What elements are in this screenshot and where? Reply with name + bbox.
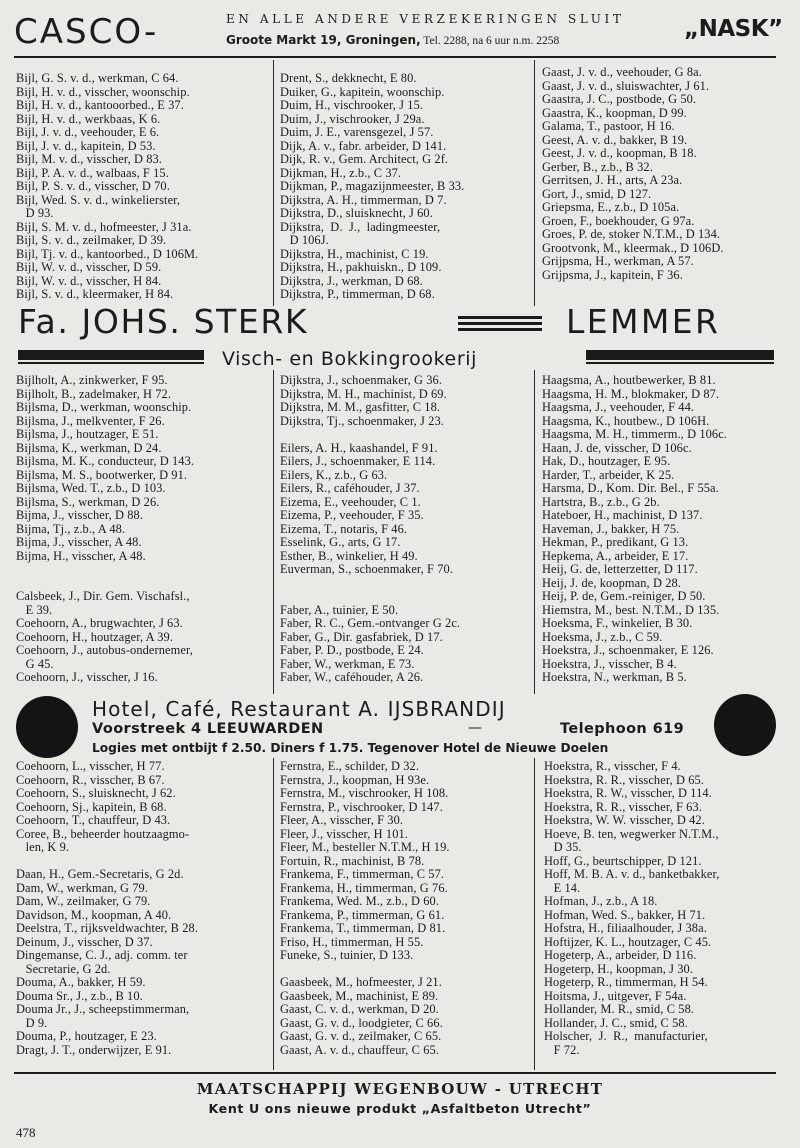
listing-entry: Hollander, J. C., smid, C 58. (544, 1016, 688, 1030)
listing-entry: Grootvonk, M., kleermak., D 106D. (542, 241, 724, 255)
listing-entry: Bijma, J., visscher, D 88. (16, 509, 144, 522)
listing-entry: Haagsma, J., veehouder, F 44. (542, 401, 695, 414)
listing-entry: Gerritsen, J. H., arts, A 23a. (542, 174, 683, 187)
listing-entry: Douma Sr., J., z.b., B 10. (16, 989, 143, 1003)
listing-entry: Geest, J. v. d., koopman, B 18. (542, 147, 697, 160)
listing-entry: Grijpsma, H., werkman, A 57. (542, 255, 694, 268)
listing-entry: Harder, T., arbeider, K 25. (542, 468, 675, 482)
page-number: 478 (16, 1125, 36, 1140)
listing-entry: Bijl, G. S. v. d., werkman, C 64. (16, 72, 179, 85)
listing-entry: Coehoorn, L., visscher, H 77. (16, 760, 165, 773)
telephone-text: Tel. 2288, na 6 uur n.m. 2258 (420, 35, 560, 47)
listing-entry: Fernstra, M., vischrooker, H 108. (280, 787, 449, 800)
listing-entry: Dijk, A. v., fabr. arbeider, D 141. (280, 139, 447, 153)
sterk-city: LEMMER (566, 302, 721, 341)
listing-entry: Holscher, J. R., manufacturier, (544, 1030, 708, 1043)
hotel-name: Hotel, Café, Restaurant A. IJSBRANDIJ (92, 697, 506, 721)
sterk-trade: Visch- en Bokkingrookerij (222, 348, 477, 370)
decor-stripe (458, 316, 542, 319)
listing-entry: Geest, A. v. d., bakker, B 19. (542, 133, 688, 147)
listing-entry: Coehoorn, A., brugwachter, J 63. (16, 617, 183, 630)
listing-entry: D 9. (16, 1016, 48, 1030)
listing-entry: Harsma, D., Kom. Dir. Bel., F 55a. (542, 482, 719, 495)
insurance-tagline: EN ALLE ANDERE VERZEKERINGEN SLUIT (226, 12, 625, 26)
listing-entry: Daan, H., Gem.-Secretaris, G 2d. (16, 868, 184, 881)
listing-top-col2 (280, 72, 528, 308)
listing-entry: Dijkstra, A. H., timmerman, D 7. (280, 193, 447, 207)
column-divider (534, 370, 535, 694)
spacer (280, 428, 528, 442)
listing-middle-col1 (16, 374, 268, 694)
spacer (16, 855, 268, 869)
black-disc-right (714, 694, 776, 756)
listing-entry: Douma Jr., J., scheepstimmerman, (16, 1003, 190, 1016)
listing-middle-col3 (542, 374, 788, 694)
listing-entry: Haagsma, A., houtbewerker, B 81. (542, 374, 716, 387)
listing-entry: Bijma, H., visscher, A 48. (16, 549, 146, 563)
listing-entry: Dijkman, P., magazijnmeester, B 33. (280, 180, 465, 193)
listing-entry: Bijl, J. v. d., kapitein, D 53. (16, 139, 156, 153)
listing-entry: Hoeksma, J., z.b., C 59. (542, 630, 663, 644)
listing-entry: Coehoorn, T., chauffeur, D 43. (16, 814, 171, 827)
listing-entry: Deinum, J., visscher, D 37. (16, 935, 153, 949)
listing-entry: Dijkstra, P., timmerman, D 68. (280, 288, 435, 301)
listing-entry: Gaastra, K., koopman, D 99. (542, 106, 687, 120)
listing-entry: Hateboer, H., machinist, D 137. (542, 509, 703, 522)
listing-entry: Frankema, H., timmerman, G 76. (280, 881, 448, 895)
listing-entry: len, K 9. (16, 841, 70, 854)
decor-stripe-right (586, 350, 774, 360)
listing-entry: Coehoorn, S., sluisknecht, J 62. (16, 787, 176, 800)
listing-entry: Bijl, H. v. d., kantooorbed., E 37. (16, 99, 184, 112)
spacer (16, 577, 268, 591)
listing-entry: D 93. (16, 207, 54, 220)
listing-entry: Dam, W., werkman, G 79. (16, 881, 149, 895)
listing-entry: Hepkema, A., arbeider, E 17. (542, 549, 689, 563)
listing-entry: Galama, T., pastoor, H 16. (542, 120, 675, 133)
listing-entry: Groen, F., boekhouder, G 97a. (542, 214, 695, 228)
listing-entry: Dingemanse, C. J., adj. comm. ter (16, 949, 188, 962)
listing-entry: Fernstra, J., koopman, H 93e. (280, 773, 430, 787)
listing-entry: Hofstra, H., filiaalhouder, J 38a. (544, 922, 707, 935)
listing-entry: Gaast, J. v. d., veehouder, G 8a. (542, 66, 702, 79)
listing-entry: Esselink, G., arts, G 17. (280, 536, 401, 549)
listing-entry: Bijlholt, B., zadelmaker, H 72. (16, 387, 172, 401)
listing-entry: Dijkstra, M. M., gasfitter, C 18. (280, 401, 441, 414)
address-text: Groote Markt 19, Groningen, (226, 33, 421, 47)
listing-entry: Bijlsma, K., werkman, D 24. (16, 441, 162, 455)
listing-entry: Bijl, P. A. v. d., walbaas, F 15. (16, 166, 169, 180)
listing-entry: Hartstra, B., z.b., G 2b. (542, 495, 660, 509)
black-disc-left (16, 696, 78, 758)
listing-entry: Hollander, M. R., smid, C 58. (544, 1003, 695, 1016)
listing-entry: Hoitsma, J., uitgever, F 54a. (544, 989, 687, 1003)
listing-entry: Eilers, A. H., kaashandel, F 91. (280, 441, 438, 455)
listing-entry: Drent, S., dekknecht, E 80. (280, 72, 417, 85)
listing-entry: Heij, P. de, Gem.-reiniger, D 50. (542, 590, 706, 603)
listing-entry: Faber, P. D., postbode, E 24. (280, 644, 424, 657)
listing-entry: Bijl, Tj. v. d., kantoorbed., D 106M. (16, 247, 199, 261)
listing-entry: E 14. (544, 881, 581, 895)
listing-entry: Dijkstra, M. H., machinist, D 69. (280, 387, 447, 401)
listing-entry: Fernstra, P., vischrooker, D 147. (280, 800, 443, 814)
listing-entry: Bijma, Tj., z.b., A 48. (16, 522, 126, 536)
column-divider (273, 370, 274, 694)
listing-entry: Bijl, P. S. v. d., visscher, D 70. (16, 180, 170, 193)
listing-middle-col2 (280, 374, 528, 694)
listing-entry: Hekman, P., predikant, G 13. (542, 536, 689, 549)
nask-address (226, 33, 559, 49)
listing-entry: Bijl, S. v. d., zeilmaker, D 39. (16, 234, 167, 247)
listing-entry: Coehoorn, J., visscher, J 16. (16, 671, 158, 684)
listing-entry: Bijlsma, M. K., conducteur, D 143. (16, 455, 195, 468)
listing-entry: Haagsma, K., houtbew., D 106H. (542, 414, 710, 428)
listing-entry: Hoeve, B. ten, wegwerker N.T.M., (544, 827, 719, 841)
listing-entry: Gaast, G. v. d., loodgieter, C 66. (280, 1016, 443, 1030)
listing-entry: G 45. (16, 657, 54, 671)
listing-entry: Bijl, W. v. d., visscher, H 84. (16, 274, 162, 288)
listing-entry: Hiemstra, M., best. N.T.M., D 135. (542, 603, 720, 617)
listing-entry: Hogeterp, H., koopman, J 30. (544, 962, 694, 976)
listing-bottom-col2 (280, 760, 528, 1066)
listing-entry: Faber, W., caféhouder, A 26. (280, 671, 424, 684)
listing-entry: Griepsma, E., z.b., D 105a. (542, 201, 680, 214)
listing-entry: Bijlsma, D., werkman, woonschip. (16, 401, 192, 414)
decor-stripe-right-thin (586, 362, 774, 364)
listing-entry: Duiker, G., kapitein, woonschip. (280, 85, 445, 99)
listing-entry: Dijkstra, D., sluisknecht, J 60. (280, 207, 433, 220)
listing-entry: Hoekstra, R. R., visscher, D 65. (544, 773, 704, 787)
listing-entry: Hoekstra, R. W., visscher, D 114. (544, 787, 712, 800)
hotel-logies: Logies met ontbijt f 2.50. Diners f 1.75. Tegenover Hotel de Nieuwe Doelen (92, 741, 609, 755)
column-divider (273, 758, 274, 1070)
listing-entry: Faber, R. C., Gem.-ontvanger G 2c. (280, 617, 461, 630)
listing-entry: Gaasbeek, M., hofmeester, J 21. (280, 976, 442, 989)
listing-entry: Frankema, P., timmerman, G 61. (280, 908, 445, 922)
listing-entry: Hoftijzer, K. L., houtzager, C 45. (544, 935, 712, 949)
listing-entry: F 72. (544, 1043, 580, 1057)
listing-entry: Haveman, J., bakker, H 75. (542, 522, 680, 536)
listing-entry: Hogeterp, R., timmerman, H 54. (544, 976, 708, 989)
column-divider (534, 60, 535, 306)
listing-entry: D 106J. (280, 234, 329, 247)
footer-company: MAATSCHAPPIJ WEGENBOUW - UTRECHT (196, 1080, 604, 1098)
listing-entry: Hofman, J., z.b., A 18. (544, 895, 658, 908)
listing-entry: Faber, G., Dir. gasfabriek, D 17. (280, 630, 443, 644)
listing-entry: Bijlsma, M. S., bootwerker, D 91. (16, 468, 188, 482)
listing-entry: Gaastra, J. C., postbode, G 50. (542, 93, 697, 106)
listing-entry: Heij, G. de, letterzetter, D 117. (542, 563, 698, 576)
listing-entry: Hoff, M. B. A. v. d., banketbakker, (544, 868, 720, 881)
listing-bottom-col1 (16, 760, 268, 1066)
listing-entry: E 39. (16, 603, 53, 617)
listing-entry: Coehoorn, Sj., kapitein, B 68. (16, 800, 167, 814)
listing-entry: Gaast, J. v. d., sluiswachter, J 61. (542, 79, 710, 93)
listing-entry: Hogeterp, A., arbeider, D 116. (544, 949, 697, 962)
listing-entry: Hoekstra, N., werkman, B 5. (542, 671, 687, 684)
hotel-telephone: Telephoon 619 (560, 721, 685, 737)
listing-entry: Haan, J. de, visscher, D 106c. (542, 441, 692, 455)
footer-rule (14, 1072, 776, 1074)
listing-entry: Bijl, M. v. d., visscher, D 83. (16, 153, 163, 166)
listing-entry: Douma, A., bakker, H 59. (16, 976, 146, 989)
listing-entry: Friso, H., timmerman, H 55. (280, 935, 424, 949)
listing-entry: Calsbeek, J., Dir. Gem. Vischafsl., (16, 590, 190, 603)
listing-entry: Bijlsma, Wed. T., z.b., D 103. (16, 482, 166, 495)
listing-entry: Dijkman, H., z.b., C 37. (280, 166, 402, 180)
listing-entry: Hoeksma, F., winkelier, B 30. (542, 617, 693, 630)
listing-entry: Dijkstra, Tj., schoenmaker, J 23. (280, 414, 444, 428)
listing-entry: Frankema, F., timmerman, C 57. (280, 868, 445, 881)
listing-entry: Bijma, J., visscher, A 48. (16, 536, 142, 549)
footer-slogan: Kent U ons nieuwe produkt „Asfaltbeton Utrecht” (208, 1101, 592, 1116)
listing-entry: Gaast, G. v. d., zeilmaker, C 65. (280, 1030, 442, 1043)
listing-entry: Gaast, A. v. d., chauffeur, C 65. (280, 1043, 440, 1057)
listing-entry: Dijk, R. v., Gem. Architect, G 2f. (280, 153, 449, 166)
listing-entry: Eilers, K., z.b., G 63. (280, 468, 388, 482)
listing-entry: D 35. (544, 841, 582, 854)
listing-entry: Bijl, Wed. S. v. d., winkelierster, (16, 193, 181, 207)
listing-entry: Euverman, S., schoenmaker, F 70. (280, 563, 454, 576)
listing-entry: Bijl, J. v. d., veehouder, E 6. (16, 126, 160, 139)
listing-entry: Dijkstra, H., machinist, C 19. (280, 247, 429, 261)
listing-entry: Secretarie, G 2d. (16, 962, 111, 976)
listing-entry: Coehoorn, H., houtzager, A 39. (16, 630, 174, 644)
listing-entry: Frankema, Wed. M., z.b., D 60. (280, 895, 440, 908)
listing-entry: Fernstra, E., schilder, D 32. (280, 760, 420, 773)
decor-stripe (458, 328, 542, 331)
listing-entry: Eizema, E., veehouder, C 1. (280, 495, 421, 509)
listing-entry: Bijlsma, J., houtzager, E 51. (16, 428, 159, 441)
listing-entry: Eizema, P., veehouder, F 35. (280, 509, 424, 522)
listing-entry: Deelstra, T., rijksveldwachter, B 28. (16, 922, 199, 935)
listing-entry: Davidson, M., koopman, A 40. (16, 908, 172, 922)
listing-entry: Fleer, M., besteller N.T.M., H 19. (280, 841, 450, 854)
listing-entry: Bijlholt, A., zinkwerker, F 95. (16, 374, 168, 387)
listing-entry: Esther, B., winkelier, H 49. (280, 549, 418, 563)
listing-bottom-col3 (544, 760, 788, 1066)
listing-entry: Dam, W., zeilmaker, G 79. (16, 895, 151, 908)
listing-entry: Fortuin, R., machinist, B 78. (280, 854, 425, 868)
listing-entry: Hoekstra, J., schoenmaker, E 126. (542, 644, 714, 657)
hotel-dash: — (468, 720, 482, 736)
listing-entry: Douma, P., houtzager, E 23. (16, 1030, 157, 1043)
decor-stripe (458, 322, 542, 325)
listing-entry: Eilers, J., schoenmaker, E 114. (280, 455, 436, 468)
spacer (16, 563, 268, 577)
listing-entry: Heij, J. de, koopman, D 28. (542, 576, 681, 590)
listing-entry: Dijkstra, J., schoenmaker, G 36. (280, 374, 443, 387)
listing-entry: Hoekstra, R. R., visscher, F 63. (544, 800, 702, 814)
listing-entry: Frankema, T., timmerman, D 81. (280, 922, 446, 935)
listing-entry: Duim, J. E., varensgezel, J 57. (280, 126, 434, 139)
column-divider (273, 60, 274, 306)
nask-brand: „NASK” (684, 16, 783, 42)
listing-entry: Coree, B., beheerder houtzaagmo- (16, 827, 190, 841)
sterk-firm-name: Fa. JOHS. STERK (18, 302, 309, 341)
listing-entry: Gort, J., smid, D 127. (542, 187, 652, 201)
hotel-street: Voorstreek 4 LEEUWARDEN (92, 721, 324, 737)
listing-entry: Duim, H., vischrooker, J 15. (280, 99, 424, 112)
listing-entry: Grijpsma, J., kapitein, F 36. (542, 268, 683, 282)
listing-entry: Dijkstra, H., pakhuiskn., D 109. (280, 261, 442, 274)
spacer (280, 963, 528, 977)
decor-stripe-left-thin (18, 362, 204, 364)
header-rule (14, 56, 776, 58)
listing-entry: Bijl, H. v. d., werkbaas, K 6. (16, 112, 161, 126)
listing-entry: Coehoorn, J., autobus-ondernemer, (16, 644, 193, 657)
listing-entry: Hoekstra, W. W. visscher, D 42. (544, 814, 705, 827)
listing-entry: Groes, P. de, stoker N.T.M., D 134. (542, 228, 721, 241)
listing-entry: Funeke, S., tuinier, D 133. (280, 949, 414, 962)
listing-entry: Dijkstra, D. J., ladingmeester, (280, 220, 441, 234)
listing-entry: Gerber, B., z.b., B 32. (542, 160, 653, 174)
listing-entry: Bijlsma, S., werkman, D 26. (16, 495, 160, 509)
listing-entry: Hofman, Wed. S., bakker, H 71. (544, 908, 706, 922)
listing-entry: Dijkstra, J., werkman, D 68. (280, 274, 423, 288)
listing-entry: Fleer, A., visscher, F 30. (280, 814, 404, 827)
listing-entry: Fleer, J., visscher, H 101. (280, 827, 409, 841)
listing-entry: Duim, J., vischrooker, J 29a. (280, 112, 425, 126)
listing-top-col3 (542, 66, 788, 302)
listing-entry: Faber, W., werkman, E 73. (280, 657, 415, 671)
listing-entry: Hoekstra, J., visscher, B 4. (542, 657, 677, 671)
listing-entry: Eilers, R., caféhouder, J 37. (280, 482, 420, 495)
listing-entry: Hak, D., houtzager, E 95. (542, 455, 671, 468)
listing-top-col1 (16, 72, 268, 308)
listing-entry: Bijl, S. M. v. d., hofmeester, J 31a. (16, 220, 192, 234)
listing-entry: Haagsma, H. M., blokmaker, D 87. (542, 387, 720, 401)
listing-entry: Bijl, W. v. d., visscher, D 59. (16, 261, 162, 274)
listing-entry: Bijl, H. v. d., visscher, woonschip. (16, 85, 190, 99)
decor-stripe-left (18, 350, 204, 360)
spacer (280, 590, 528, 604)
listing-entry: Hoff, G., beurtschipper, D 121. (544, 854, 702, 868)
listing-entry: Eizema, T., notaris, F 46. (280, 522, 408, 536)
spacer (280, 577, 528, 591)
listing-entry: Haagsma, M. H., timmerm., D 106c. (542, 428, 727, 441)
listing-entry: Bijl, S. v. d., kleermaker, H 84. (16, 288, 174, 301)
listing-entry: Hoekstra, R., visscher, F 4. (544, 760, 681, 773)
listing-entry: Dragt, J. T., onderwijzer, E 91. (16, 1043, 172, 1057)
listing-entry: Gaast, C. v. d., werkman, D 20. (280, 1003, 439, 1016)
column-divider (534, 758, 535, 1070)
listing-entry: Coehoorn, R., visscher, B 67. (16, 773, 165, 787)
listing-entry: Gaasbeek, M., machinist, E 89. (280, 989, 439, 1003)
casco-heading: CASCO- (14, 12, 159, 52)
listing-entry: Faber, A., tuinier, E 50. (280, 603, 399, 617)
listing-entry: Bijlsma, J., melkventer, F 26. (16, 414, 165, 428)
